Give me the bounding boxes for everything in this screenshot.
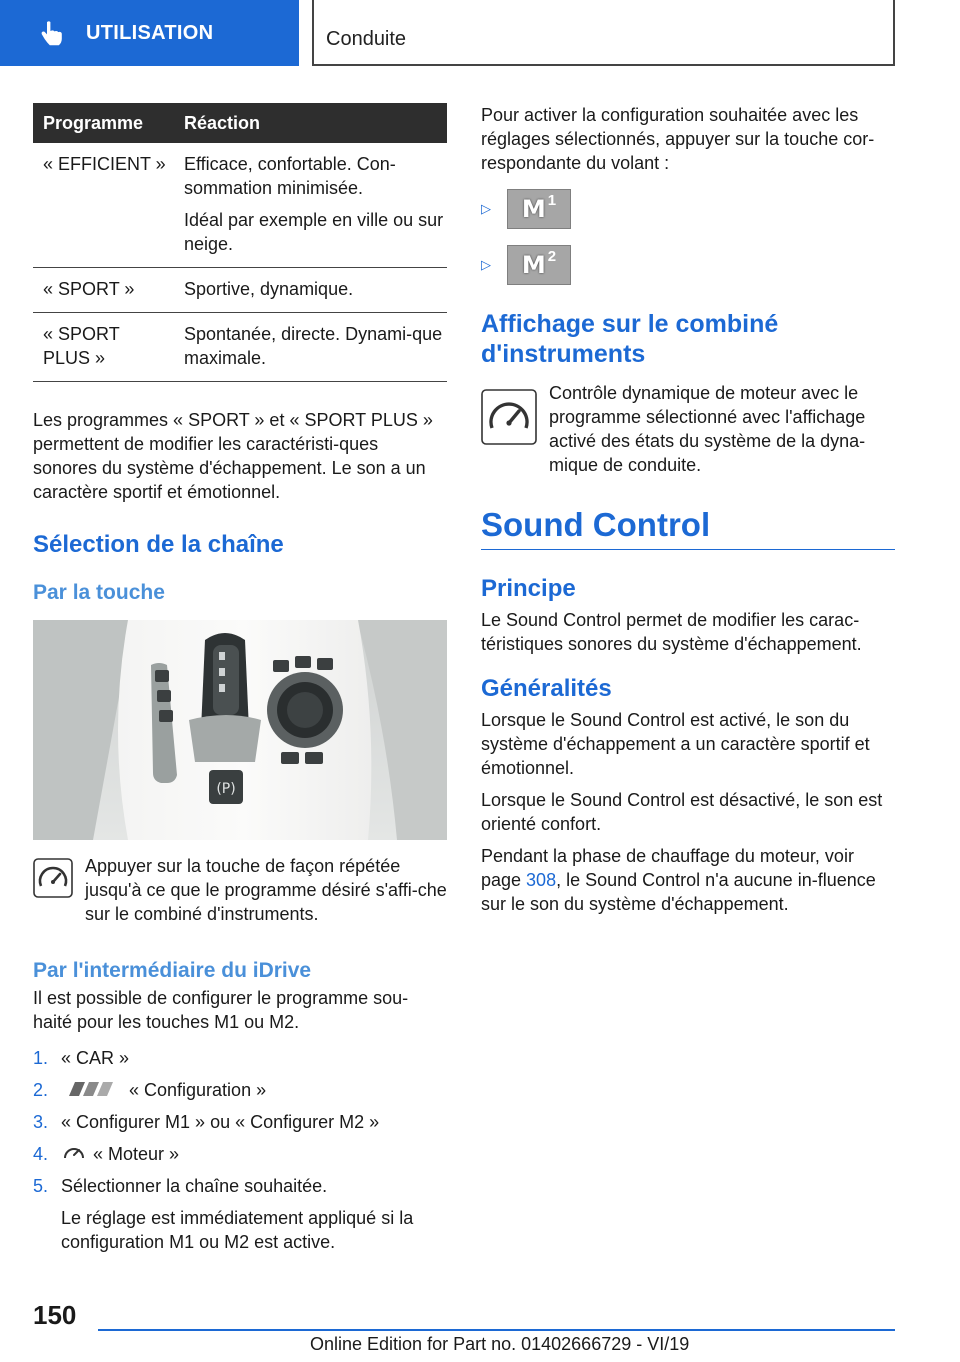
heading-affichage: Affichage sur le combiné d'instruments	[481, 310, 779, 368]
heading-par-touche: Par la touche	[33, 581, 165, 604]
program-table	[33, 103, 447, 382]
step-subtext: Le réglage est immédiatement appliqué si la configuration M1 ou M2 est active.	[61, 1208, 414, 1252]
table-cell-reaction: Spontanée, directe. Dynami-que maximale.	[176, 313, 447, 382]
speedometer-icon	[33, 858, 73, 898]
intro-paragraph: Les programmes « SPORT » et « SPORT PLUS » permettent de modifier les caractéristi-ques sonores du système d'échappement. Le son a un caractère sportif et émotionnel.	[33, 410, 433, 502]
console-photo	[33, 620, 447, 840]
table-row	[33, 313, 447, 382]
svg-text:(P): (P)	[216, 781, 236, 797]
page-number: 150	[33, 1300, 77, 1330]
note-affichage	[481, 381, 895, 477]
left-column	[33, 103, 447, 1262]
table-header-program: Programme	[33, 103, 176, 143]
reaction-note: Idéal par exemple en ville ou sur neige.	[184, 210, 444, 254]
section-title: UTILISATION	[86, 21, 214, 44]
heading-generalites: Généralités	[481, 675, 612, 702]
m2-button-icon: M 2	[507, 245, 571, 285]
footer-divider	[98, 1329, 895, 1331]
reaction-text: Efficace, confortable. Con-sommation minimisée.	[184, 154, 396, 198]
chapter-tab	[312, 0, 895, 66]
table-cell-program: « EFFICIENT »	[33, 143, 176, 268]
list-item: 1. « CAR »	[33, 1048, 130, 1068]
heading-idrive: Par l'intermédiaire du iDrive	[33, 959, 312, 982]
page-header	[0, 0, 960, 66]
list-item: 5. Sélectionner la chaîne souhaitée. Le réglage est immédiatement appliqué si la configuration M1 ou M2 est active.	[33, 1174, 447, 1254]
m1-button-icon: M 1	[507, 189, 571, 229]
note-touche	[33, 858, 447, 930]
table-cell-program: « SPORT PLUS »	[33, 313, 176, 382]
table-cell-reaction: Sportive, dynamique.	[176, 268, 447, 313]
triangle-bullet-icon: ▷	[481, 201, 491, 216]
right-column	[481, 103, 895, 916]
list-item: 2. « Configuration »	[33, 1080, 267, 1100]
principe-paragraph: Le Sound Control permet de modifier les carac-téristiques sonores du système d'échappement.	[481, 610, 862, 654]
list-item: 3. « Configurer M1 » ou « Configurer M2 »	[33, 1112, 380, 1132]
table-row	[33, 268, 447, 313]
page-link[interactable]: 308	[526, 870, 557, 890]
speedometer-small-icon	[63, 1143, 85, 1163]
table-row	[33, 143, 447, 268]
speedometer-icon	[481, 389, 537, 445]
table-cell-program: « SPORT »	[33, 268, 176, 313]
heading-sound-control: Sound Control	[481, 506, 711, 543]
idrive-paragraph: Il est possible de configurer le programme sou-haité pour les touches M1 ou M2.	[33, 988, 409, 1032]
generalites-paragraph-3: Pendant la phase de chauffage du moteur, voir page 308, le Sound Control n'a aucune in-fluence sur le son du système d'échappement.	[481, 846, 876, 914]
list-item: 4. « Moteur »	[33, 1144, 180, 1164]
table-cell-reaction	[176, 143, 447, 268]
hand-pointer-icon	[38, 19, 66, 47]
footer-edition: Online Edition for Part no. 01402666729 - VI/19	[310, 1334, 690, 1354]
activate-paragraph: Pour activer la configuration souhaitée avec les réglages sélectionnés, appuyer sur la touche cor-respondante du volant :	[481, 105, 875, 173]
bullet-m1	[481, 189, 895, 229]
table-header-reaction: Réaction	[176, 103, 447, 143]
generalites-paragraph-2: Lorsque le Sound Control est désactivé, le son est orienté confort.	[481, 790, 883, 834]
note-text: Appuyer sur la touche de façon répétée jusqu'à ce que le programme désiré s'affi-che sur le combiné d'instruments.	[85, 856, 447, 924]
heading-selection: Sélection de la chaîne	[33, 531, 284, 558]
step-list	[33, 1046, 447, 1254]
section-tab	[0, 0, 299, 66]
section-divider	[481, 549, 895, 550]
table-header-row	[33, 103, 447, 143]
heading-principe: Principe	[481, 575, 576, 602]
affichage-text: Contrôle dynamique de moteur avec le programme sélectionné avec l'affichage activé des états du système de la dyna-mique de conduite.	[549, 383, 866, 475]
chapter-title: Conduite	[326, 28, 407, 50]
m-stripes-icon	[65, 1080, 121, 1098]
generalites-paragraph-1: Lorsque le Sound Control est activé, le son du système d'échappement a un caractère sportif et émotionnel.	[481, 710, 870, 778]
bullet-m2	[481, 245, 895, 285]
triangle-bullet-icon: ▷	[481, 257, 491, 272]
